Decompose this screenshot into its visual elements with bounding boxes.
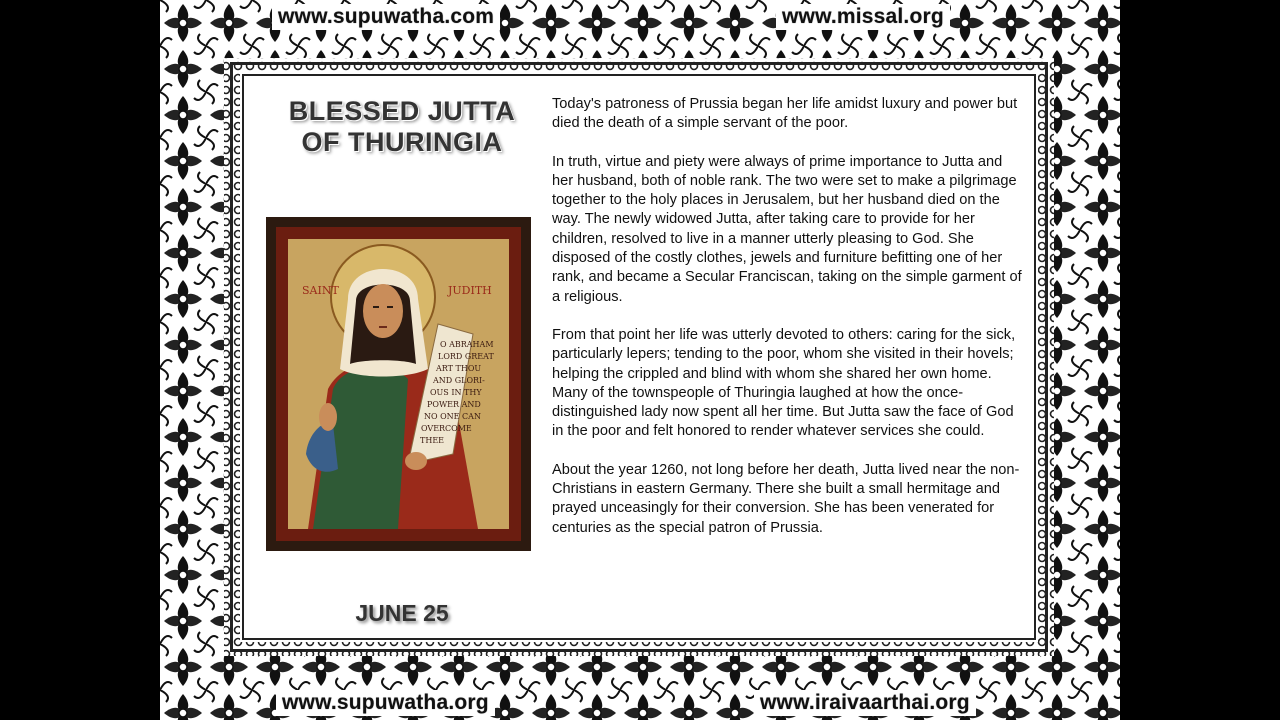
paragraph: Today's patroness of Prussia began her life amidst luxury and power but died the death of a simple servant of the poor. [552,96,1018,132]
svg-text:NO ONE CAN: NO ONE CAN [424,412,481,421]
title-line-1: BLESSED JUTTA [288,96,516,126]
svg-text:LORD GREAT: LORD GREAT [438,352,494,361]
svg-text:AND GLORI-: AND GLORI- [433,376,485,385]
svg-text:THEE: THEE [420,436,444,445]
feast-date: JUNE 25 [355,600,449,626]
site-label-bottom-left: www.supuwatha.org [276,690,495,716]
saint-title [272,96,532,158]
icon-label-right: JUDITH [448,284,492,297]
saint-icon-image [266,217,531,551]
svg-text:OVERCOME: OVERCOME [421,424,472,433]
poster-page [160,0,1120,720]
paragraph: From that point her life was utterly devoted to others: caring for the sick, particularly lepers; tending to the poor, whom she visited in their hovels; helping the crippled and blind with whom she shared her own home. Many of the townspeople of Thuringia laughed at how the once-distinguished lady now spent all her time. But Jutta saw the face of God in the poor and felt honored to render whatever services she could. [552,326,1016,440]
svg-text:O ABRAHAM: O ABRAHAM [440,340,494,349]
title-line-2: OF THURINGIA [301,127,503,157]
paragraph: In truth, virtue and piety were always of prime importance to Jutta and her husband, both of noble rank. The two were set to make a pilgrimage together to the holy places in Jerusalem, but her husband died on the way. The newly widowed Jutta, after taking care to provide for her children, resolved to live in a manner utterly pleasing to God. She disposed of the costly clothes, jewels and furniture befitting one of her rank, and became a Secular Franciscan, taking on the simple garment of a religious. [552,153,1022,305]
saint-figure-illustration [288,239,509,529]
svg-text:POWER AND: POWER AND [427,400,481,409]
site-label-top-right: www.missal.org [776,4,950,30]
site-label-top-left: www.supuwatha.com [272,4,500,30]
paragraph: About the year 1260, not long before her death, Jutta lived near the non-Christians in eastern Germany. There she built a small hermitage and prayed unceasingly for their conversion. She has been venerated for centuries as the special patron of Prussia. [552,461,1020,536]
icon-label-left: SAINT [302,284,339,297]
site-label-bottom-right: www.iraivaarthai.org [754,690,976,716]
svg-text:OUS IN THY: OUS IN THY [430,388,482,397]
svg-text:ART THOU: ART THOU [436,364,482,373]
biography-text [552,95,1022,557]
